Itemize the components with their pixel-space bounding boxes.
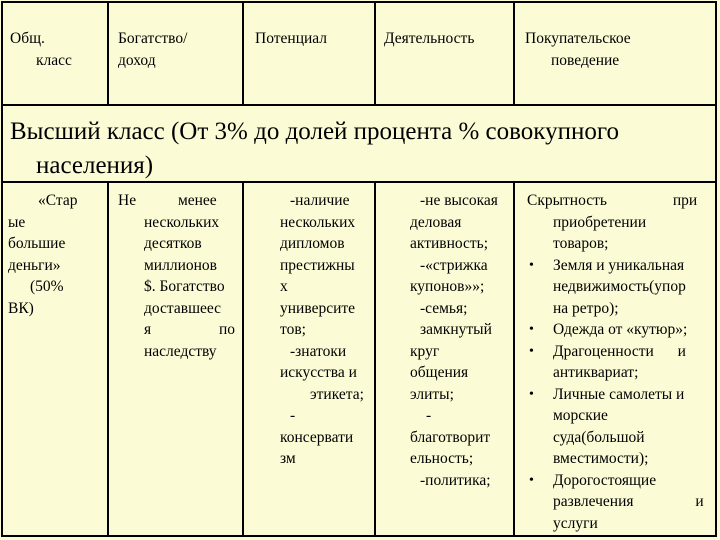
header-behavior-line1: Покупательское <box>525 30 631 47</box>
potential-line: тов; <box>280 321 306 338</box>
behavior-line: услуги <box>553 514 598 532</box>
potential-line: нескольких <box>280 213 356 231</box>
activity-line: благотворит <box>410 428 491 446</box>
behavior-line: товаров; <box>553 235 609 252</box>
potential-line: дипломов <box>280 235 345 252</box>
behavior-line: Одежда от «кутюр»; <box>553 321 688 338</box>
activity-line: общения <box>410 364 469 381</box>
header-wealth-line1: Богатство/ <box>118 30 188 47</box>
bullet-icon: • <box>529 322 534 337</box>
behavior-line: на ретро); <box>553 299 619 317</box>
activity-line: -семья; <box>420 299 468 317</box>
behavior-bullet-item <box>527 319 707 341</box>
cell-class-name <box>8 190 102 319</box>
header-potential: Потенциал <box>255 30 328 47</box>
potential-line: - <box>290 407 296 424</box>
header-divider <box>3 104 715 106</box>
behavior-line: Дорогостоящие <box>553 471 657 489</box>
potential-line: престижны <box>280 256 355 274</box>
behavior-line: морские <box>553 407 608 424</box>
class-line: деньги» <box>8 256 61 274</box>
class-line: большие <box>8 235 66 252</box>
wealth-line: я по <box>144 321 236 338</box>
band-line1: Высший класс (От 3% до долей процента % совокупного <box>10 118 619 145</box>
potential-line: х <box>280 278 288 295</box>
header-wealth-line2: доход <box>118 51 156 69</box>
class-line: (50% <box>30 278 64 295</box>
behavior-line: Земля и уникальная <box>553 256 685 274</box>
cell-activity <box>410 190 514 491</box>
potential-line: университе <box>280 299 356 317</box>
behavior-line: вместимости); <box>553 450 649 467</box>
wealth-line: Не менее <box>118 192 217 209</box>
potential-line: зм <box>280 450 296 467</box>
behavior-bullet-item <box>527 255 707 277</box>
activity-line: ельность; <box>410 450 474 467</box>
activity-line: круг <box>410 342 440 360</box>
wealth-line: десятков <box>144 235 202 252</box>
wealth-line: наследству <box>144 342 217 360</box>
col-divider-4-header <box>513 3 515 104</box>
behavior-line: Скрытность при <box>527 192 698 209</box>
col-divider-1-header <box>107 3 109 104</box>
bullet-icon: • <box>529 343 534 359</box>
behavior-bullet-item <box>527 384 707 406</box>
col-divider-3-header <box>374 3 376 104</box>
behavior-line: Личные самолеты и <box>553 385 685 403</box>
activity-line: элиты; <box>410 385 454 403</box>
potential-line: -наличие <box>290 192 350 209</box>
behavior-line: суда(большой <box>553 428 645 446</box>
band-line2: населения) <box>36 152 154 179</box>
cell-wealth <box>118 190 236 362</box>
potential-line: искусства и <box>280 364 357 381</box>
wealth-line: миллионов <box>144 256 217 274</box>
behavior-line: Драгоценности и <box>553 342 686 360</box>
behavior-line: недвижимость(упор <box>553 278 686 295</box>
cell-potential <box>280 190 372 470</box>
potential-line: -знатоки <box>290 342 347 360</box>
activity-line: купонов»»; <box>410 278 485 295</box>
cell-behavior <box>527 190 707 534</box>
class-line: ВК) <box>8 299 34 317</box>
bullet-icon: • <box>529 472 534 488</box>
activity-line: деловая <box>410 213 462 231</box>
wealth-line: доставшеес <box>144 299 222 317</box>
activity-line: -«стрижка <box>420 256 488 274</box>
wealth-line: $. Богатство <box>144 278 225 295</box>
header-class-line2: класс <box>36 51 72 69</box>
bullet-icon: • <box>529 386 534 402</box>
class-line: ые <box>8 213 26 231</box>
header-behavior-line2: поведение <box>551 51 620 69</box>
behavior-bullet-item <box>527 470 707 492</box>
wealth-line: нескольких <box>144 213 220 231</box>
activity-line: -не высокая <box>420 192 498 209</box>
col-divider-2-header <box>242 3 244 104</box>
col-divider-2-body <box>242 181 244 537</box>
activity-line: активность; <box>410 235 489 252</box>
header-class-line1: Общ. <box>10 30 45 47</box>
behavior-line: приобретении <box>553 213 647 231</box>
header-class <box>10 28 72 71</box>
bullet-icon: • <box>529 257 534 273</box>
behavior-line: антиквариат; <box>553 364 639 381</box>
behavior-bullet-item <box>527 341 707 363</box>
upper-class-band <box>10 115 710 183</box>
activity-line: -политика; <box>420 471 491 489</box>
behavior-line: развлечения и <box>553 493 704 510</box>
col-divider-1-body <box>107 181 109 537</box>
col-divider-3-body <box>374 181 376 537</box>
header-wealth <box>118 28 187 71</box>
class-line: «Стар <box>38 192 78 209</box>
potential-line: консервати <box>280 428 354 446</box>
header-behavior <box>525 28 631 71</box>
header-activity: Деятельность <box>384 30 475 47</box>
activity-line: замкнутый <box>420 321 492 338</box>
potential-line: этикета; <box>310 385 364 403</box>
activity-line: - <box>426 407 432 424</box>
